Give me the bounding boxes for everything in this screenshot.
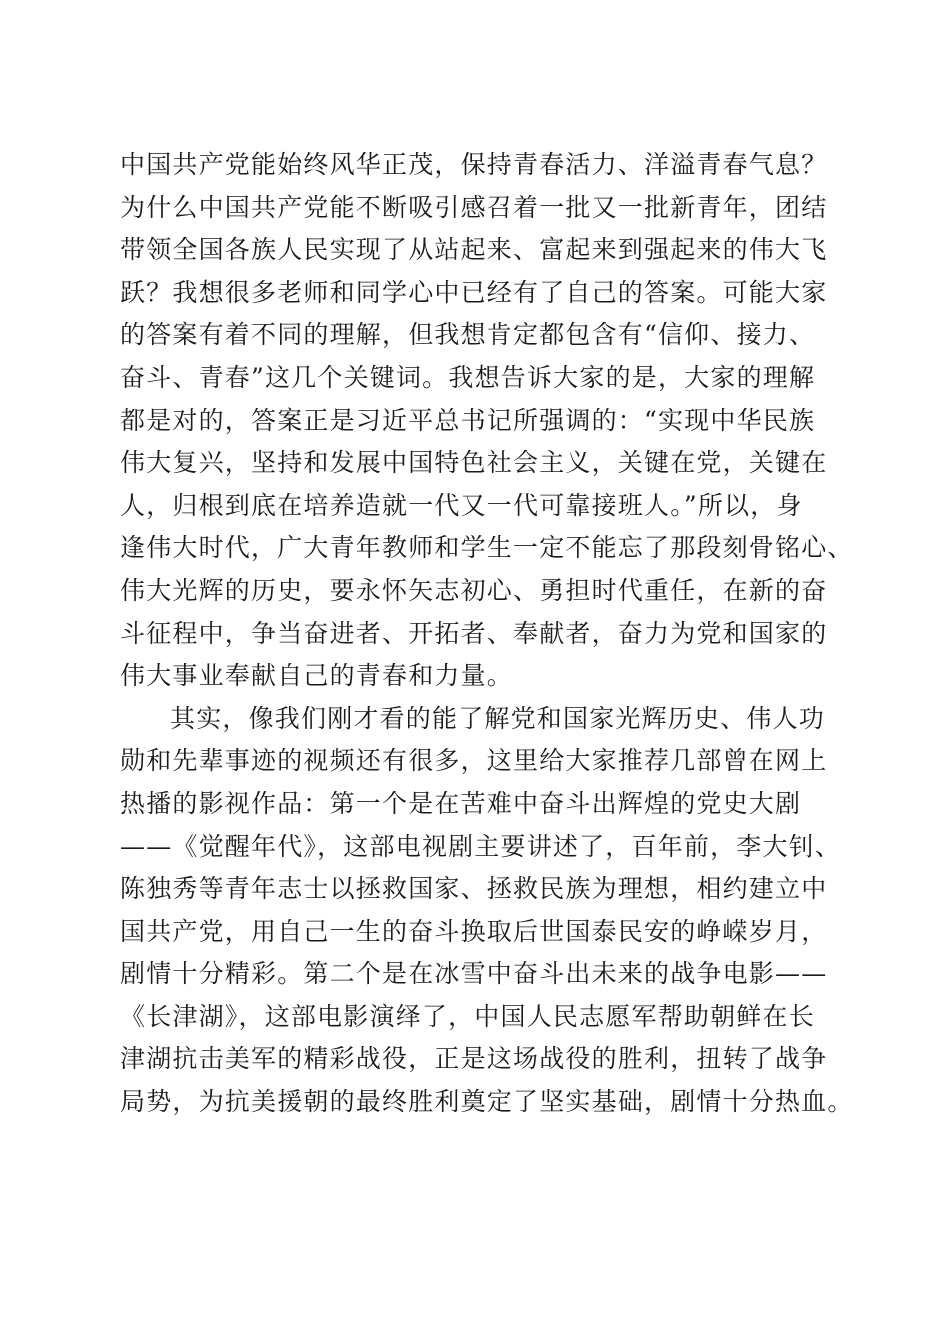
text-line: 的答案有着不同的理解，但我想肯定都包含有“信仰、接力、 — [120, 320, 816, 350]
paragraph-start-line: 其实，像我们刚才看的能了解党和国家光辉历史、伟人功 — [170, 703, 826, 733]
text-line: 陈独秀等青年志士以拯救国家、拯救民族为理想，相约建立中 — [120, 874, 828, 904]
text-line: 伟大复兴，坚持和发展中国特色社会主义，关键在党，关键在 — [120, 448, 828, 478]
text-line: ——《觉醒年代》，这部电视剧主要讲述了，百年前，李大钊、 — [120, 831, 842, 861]
text-line: 都是对的，答案正是习近平总书记所强调的：“实现中华民族 — [120, 405, 816, 435]
text-line: 局势，为抗美援朝的最终胜利奠定了坚实基础，剧情十分热血。 — [120, 1087, 854, 1117]
text-line: 逢伟大时代，广大青年教师和学生一定不能忘了那段刻骨铭心、 — [120, 533, 854, 563]
text-line: 奋斗、青春”这几个关键词。我想告诉大家的是，大家的理解 — [120, 362, 816, 392]
text-line: 跃？我想很多老师和同学心中已经有了自己的答案。可能大家 — [120, 277, 828, 307]
text-line: 热播的影视作品：第一个是在苦难中奋斗出辉煌的党史大剧 — [120, 788, 802, 818]
text-line: 斗征程中，争当奋进者、开拓者、奉献者，奋力为党和国家的 — [120, 618, 828, 648]
text-line: 伟大光辉的历史，要永怀矢志初心、勇担时代重任，在新的奋 — [120, 575, 828, 605]
text-line: 勋和先辈事迹的视频还有很多，这里给大家推荐几部曾在网上 — [120, 746, 828, 776]
text-line: 中国共产党能始终风华正茂，保持青春活力、洋溢青春气息？ — [120, 150, 828, 179]
text-line: 人，归根到底在培养造就一代又一代可靠接班人。”所以，身 — [120, 490, 803, 520]
text-line: 剧情十分精彩。第二个是在冰雪中奋斗出未来的战争电影—— — [120, 959, 828, 989]
text-line: 伟大事业奉献自己的青春和力量。 — [120, 661, 514, 691]
text-line: 国共产党，用自己一生的奋斗换取后世国泰民安的峥嵘岁月， — [120, 916, 828, 946]
text-line: 《长津湖》，这部电影演绎了，中国人民志愿军帮助朝鲜在长 — [120, 1001, 815, 1031]
body-text — [120, 144, 860, 1124]
text-line: 津湖抗击美军的精彩战役，正是这场战役的胜利，扭转了战争 — [120, 1044, 828, 1074]
text-line: 带领全国各族人民实现了从站起来、富起来到强起来的伟大飞 — [120, 235, 828, 265]
text-line: 为什么中国共产党能不断吸引感召着一批又一批新青年，团结 — [120, 192, 828, 222]
